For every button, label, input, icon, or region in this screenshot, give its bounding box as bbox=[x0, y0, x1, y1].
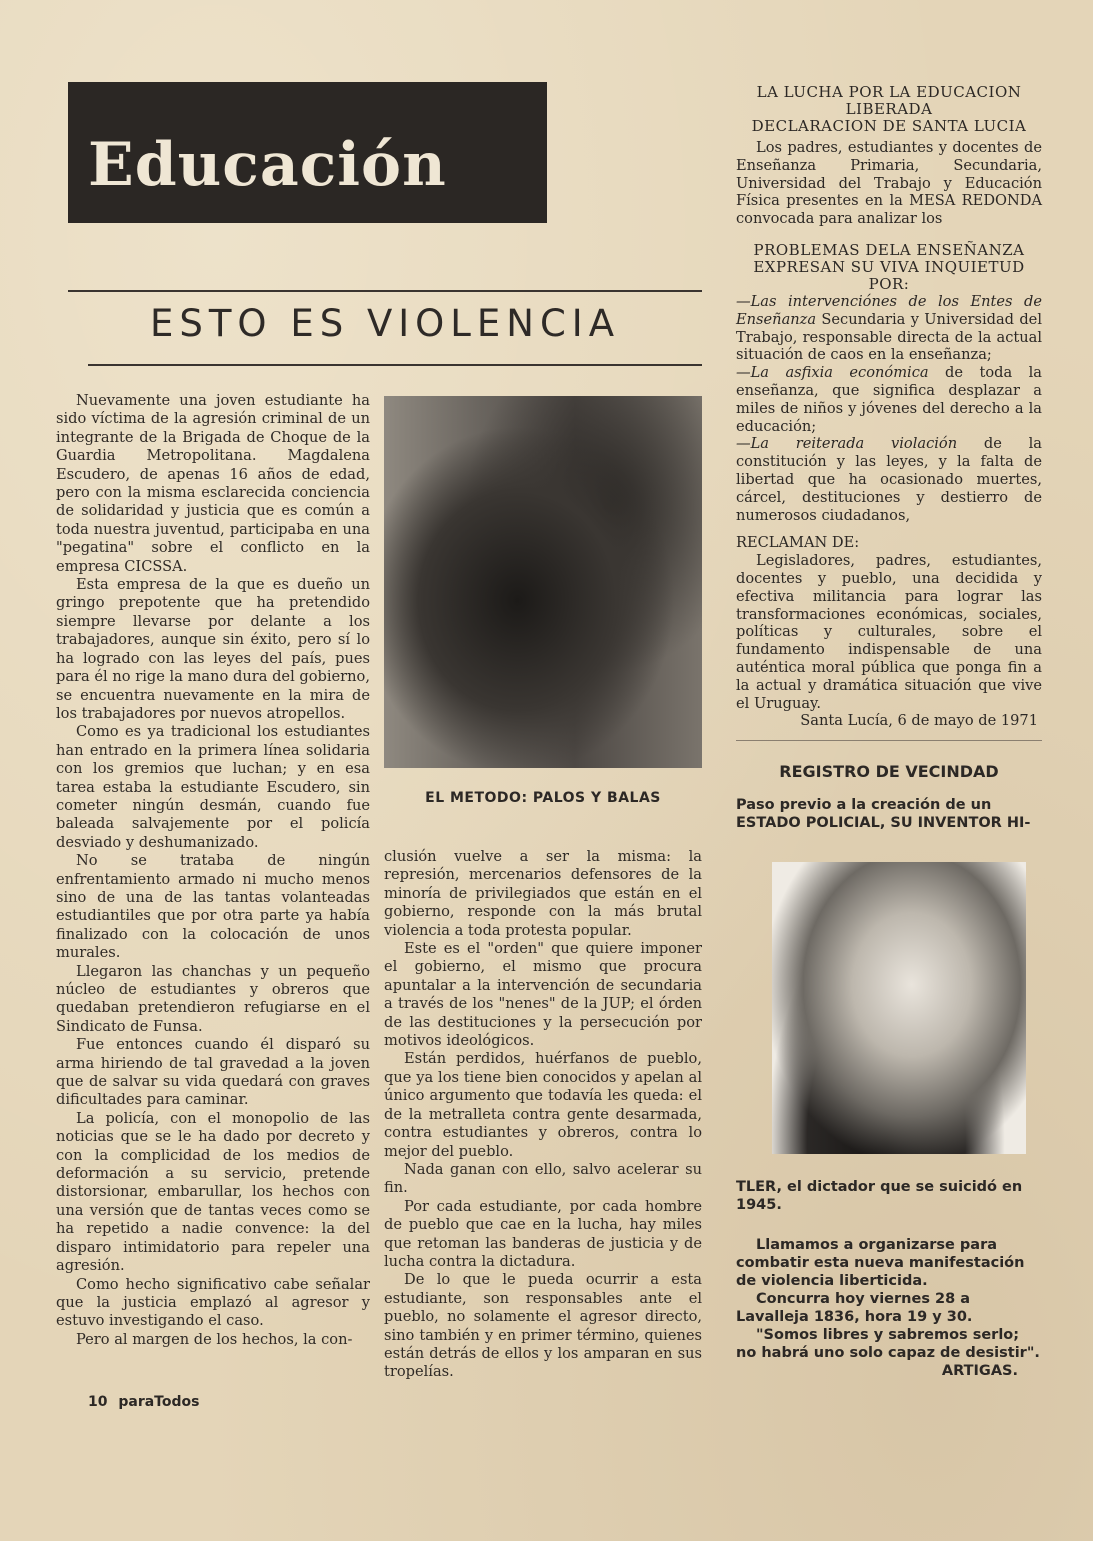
article-paragraph: clusión vuelve a ser la misma: la represión, mercenarios defensores de la minoría de privilegiados que están en el gobierno, responde con la más brutal violencia a toda protesta popular. bbox=[384, 848, 702, 939]
article-paragraph: Nada ganan con ello, salvo acelerar su fin. bbox=[384, 1160, 702, 1197]
meeting-info: Concurra hoy viernes 28 a Lavalleja 1836, hora 19 y 30. bbox=[736, 1291, 973, 1325]
article-paragraph: Por cada estudiante, por cada hombre de pueblo que cae en la lucha, hay miles que retoman las banderas de justicia y de lucha contra la dictadura. bbox=[384, 1197, 702, 1270]
reclaman-section bbox=[736, 552, 1042, 730]
reclaman-body: Legisladores, padres, estudiantes, docentes y pueblo, una decidida y efectiva militancia para lograr las transformaciones económicas, sociales, políticas y culturales, sobre el fundamento indispensable de una auténtica moral pública que ponga fin a la actual y dramática situación que vive el Uruguay. bbox=[736, 552, 1042, 712]
artigas-quote: "Somos libres y sabremos serlo; no habrá uno solo capaz de desistir". bbox=[736, 1327, 1040, 1361]
photo-caption: EL METODO: PALOS Y BALAS bbox=[425, 790, 661, 806]
registro-call bbox=[736, 1236, 1042, 1380]
registro-caption: TLER, el dictador que se suicidó en 1945. bbox=[736, 1179, 1023, 1213]
registro-title: REGISTRO DE VECINDAD bbox=[779, 762, 999, 781]
article-paragraph: Llegaron las chanchas y un pequeño núcleo de estudiantes y obreros que quedaban pretendieron refugiarse en el Sindicato de Funsa. bbox=[56, 962, 370, 1035]
article-paragraph: La policía, con el monopolio de las noticias que se le ha dado por decreto y con la complicidad de los medios de deformación a su servicio, pretende distorsionar, embarullar, los hechos con una versión que de tantas veces como se ha repetido a nadie convence: la del disparo intimidatorio para repeler una agresión. bbox=[56, 1109, 370, 1275]
article-paragraph: Fue entonces cuando él disparó su arma hiriendo de tal gravedad a la joven que de salvar su vida quedará con graves dificultades para caminar. bbox=[56, 1036, 370, 1109]
page-number: 10 bbox=[88, 1394, 108, 1410]
item-emphasis: —Las intervenciónes de los Entes de Enseñanza bbox=[736, 292, 1042, 328]
declaration-title: LA LUCHA POR LA EDUCACION bbox=[756, 83, 1022, 101]
article-paragraph: Están perdidos, huérfanos de pueblo, que ya los tiene bien conocidos y apelan al único argumento que todavía les queda: el de la metralleta contra gente desarmada, contra estudiantes y obreros, contra lo mejor del pueblo. bbox=[384, 1050, 702, 1160]
item-emphasis: —La reiterada violación bbox=[736, 435, 958, 453]
section-banner bbox=[68, 82, 547, 223]
page-folio bbox=[88, 1394, 199, 1410]
article-paragraph: No se trataba de ningún enfrentamiento armado ni mucho menos sino de una de las tantas volanteadas estudiantiles que por otra parte ya había finalizado con la colocación de unos murales. bbox=[56, 852, 370, 962]
declaration-body bbox=[736, 139, 1042, 228]
item-text: Secundaria y Universidad del Trabajo, responsable directa de la actual situación de caos en la enseñanza; bbox=[736, 310, 1042, 364]
hitler-portrait bbox=[772, 862, 1026, 1154]
organize-call: Llamamos a organizarse para combatir esta nueva manifestación de violencia liberticida. bbox=[736, 1237, 1025, 1289]
declaration-intro: Los padres, estudiantes y docentes de Enseñanza Primaria, Secundaria, Universidad del Trabajo y Educación Física presentes en la MESA REDONDA convocada para analizar los bbox=[736, 139, 1042, 228]
article-paragraph: Como hecho significativo cabe señalar que la justicia emplazó al agresor y estuvo investigando el caso. bbox=[56, 1275, 370, 1330]
quote-signature: ARTIGAS. bbox=[941, 1363, 1018, 1379]
article-column-1 bbox=[56, 392, 370, 1349]
headline-rule-bottom bbox=[88, 364, 702, 366]
article-paragraph: Como es ya tradicional los estudiantes han entrado en la primera línea solidaria con los gremios que luchan; y en esa tarea estaba la estudiante Escudero, sin cometer ningún desmán, cuando fue baleada salvajemente por el policía desviado y deshumanizado. bbox=[56, 723, 370, 851]
publication-name: paraTodos bbox=[118, 1394, 200, 1410]
article-column-2 bbox=[384, 848, 702, 1382]
declaration-item bbox=[736, 364, 1042, 435]
dateline: Santa Lucía, 6 de mayo de 1971 bbox=[800, 712, 1038, 730]
declaration-items bbox=[736, 293, 1042, 524]
declaration-subtitle: DECLARACION DE SANTA LUCIA bbox=[751, 117, 1027, 135]
declaration-heading: POR: bbox=[868, 274, 910, 293]
article-paragraph: Nuevamente una joven estudiante ha sido víctima de la agresión criminal de un integrante de la Brigada de Choque de la Guardia Metropolitana. Magdalena Escudero, de apenas 16 años de edad, pero con la misma esclarecida conciencia de solidaridad y justicia que es común a toda nuestra juventud, participaba en una "pegatina" sobre el conflicto en la empresa CICSSA. bbox=[56, 392, 370, 575]
declaration-title-2: LIBERADA bbox=[845, 100, 933, 118]
news-photo-police bbox=[384, 396, 702, 768]
declaration-item bbox=[736, 435, 1042, 524]
article-paragraph: Esta empresa de la que es dueño un gringo prepotente que ha pretendido siempre llevarse por delante a los trabajadores, aunque sin éxito, pero sí lo ha logrado con las leyes del país, pues para él no rige la mano dura del gobierno, se encuentra nuevamente en la mira de los trabajadores por nuevos atropellos. bbox=[56, 576, 370, 722]
headline: ESTO ES VIOLENCIA bbox=[149, 302, 621, 345]
headline-rule-top bbox=[68, 290, 702, 292]
registro-lead: Paso previo a la creación de un ESTADO POLICIAL, SU INVENTOR HI- bbox=[736, 797, 1031, 831]
reclaman-heading: RECLAMAN DE: bbox=[736, 534, 860, 552]
article-paragraph: Pero al margen de los hechos, la con- bbox=[76, 1330, 353, 1348]
declaration-heading: PROBLEMAS DELA ENSEÑANZA bbox=[753, 240, 1025, 259]
declaration-box bbox=[736, 84, 1042, 730]
item-text: de toda la enseñanza, que significa desplazar a miles de niños y jóvenes del derecho a la educación; bbox=[736, 364, 1042, 435]
article-paragraph: De lo que le pueda ocurrir a esta estudiante, son responsables ante el pueblo, no solamente el agresor directo, sino también y en primer término, quienes están detrás de ellos y los amparan en sus tropelías. bbox=[384, 1271, 702, 1381]
declaration-item bbox=[736, 293, 1042, 364]
item-text: de la constitución y las leyes, y la falta de libertad que ha ocasionado muertes, cárcel, destituciones y destierro de numerosos ciudadanos, bbox=[736, 435, 1043, 524]
column-divider bbox=[736, 740, 1042, 741]
article-paragraph: Este es el "orden" que quiere imponer el gobierno, el mismo que procura apuntalar a la intervención de secundaria a través de los "nenes" de la JUP; el órden de las destituciones y la persecución por motivos ideológicos. bbox=[384, 940, 702, 1050]
section-title: Educación bbox=[88, 130, 447, 200]
declaration-heading: EXPRESAN SU VIVA INQUIETUD bbox=[753, 257, 1025, 276]
item-emphasis: —La asfixia económica bbox=[736, 364, 929, 382]
